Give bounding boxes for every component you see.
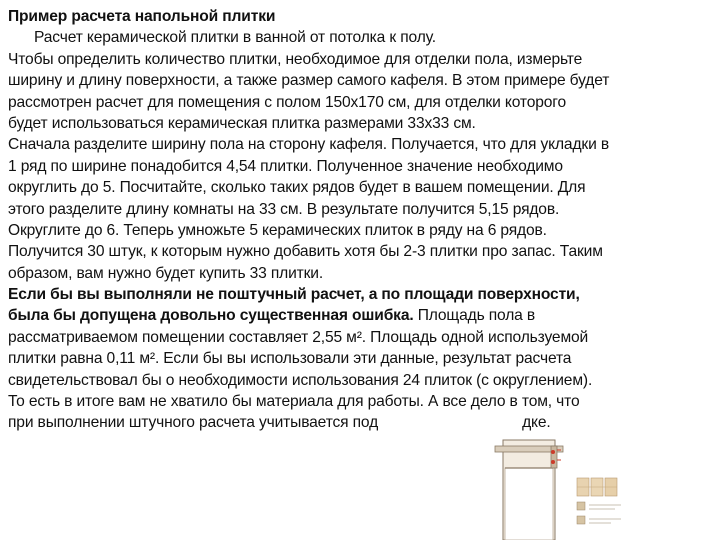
last-line-start: при выполнении штучного расчета учитывается под <box>8 414 379 432</box>
document-text <box>8 6 716 434</box>
paragraph-1-line: рассмотрен расчет для помещения с полом 150х170 см, для отделки которого <box>8 93 566 111</box>
paragraph-3-last-line <box>8 412 716 433</box>
paragraph-3-continuation: Площадь пола в <box>413 307 536 325</box>
paragraph-3-mixed-line <box>8 305 716 326</box>
paragraph-2-line: Сначала разделите ширину пола на сторону кафеля. Получается, что для укладки в <box>8 136 609 154</box>
tile-layout-illustration <box>425 432 710 540</box>
paragraph-3-line: То есть в итоге вам не хватило бы материала для работы. А все дело в том, что <box>8 393 580 411</box>
last-line-end: дке. <box>522 414 551 432</box>
paragraph-3-line: рассматриваемом помещении составляет 2,55 м². Площадь одной используемой <box>8 328 589 346</box>
paragraph-3-bold-end: была бы допущена довольно существенная ошибка. <box>8 307 414 325</box>
tile-swatch-group <box>577 478 617 496</box>
paragraph-1-line: Чтобы определить количество плитки, необходимое для отделки пола, измерьте <box>8 50 583 68</box>
document-subtitle: Расчет керамической плитки в ванной от потолка к полу. <box>34 29 436 47</box>
paragraph-2-line: этого разделите длину комнаты на 33 см. В результате получится 5,15 рядов. <box>8 200 560 218</box>
document-title: Пример расчета напольной плитки <box>8 8 276 25</box>
paragraph-2-line: образом, вам нужно будет купить 33 плитки. <box>8 264 324 282</box>
paragraph-3-bold-line: Если бы вы выполняли не поштучный расчет, а по площади поверхности, <box>8 286 580 304</box>
paragraph-2-line: Получится 30 штук, к которым нужно добавить хотя бы 2-3 плитки про запас. Таким <box>8 243 603 261</box>
tile-layout-drawing <box>425 432 710 540</box>
paragraph-3-line: плитки равна 0,11 м². Если бы вы использовали эти данные, результат расчета <box>8 350 572 368</box>
paragraph-2-line: округлить до 5. Посчитайте, сколько таких рядов будет в вашем помещении. Для <box>8 179 586 197</box>
paragraph-3-line: свидетельствовал бы о необходимости использования 24 плиток (с округлением). <box>8 371 593 389</box>
paragraph-2-line: 1 ряд по ширине понадобится 4,54 плитки. Полученное значение необходимо <box>8 157 563 175</box>
paragraph-2-line: Округлите до 6. Теперь умножьте 5 керамических плиток в ряду на 6 рядов. <box>8 221 547 239</box>
paragraph-1-line: будет использоваться керамическая плитка размерами 33х33 см. <box>8 114 476 132</box>
paragraph-1-line: ширину и длину поверхности, а также размер самого кафеля. В этом примере будет <box>8 72 610 90</box>
